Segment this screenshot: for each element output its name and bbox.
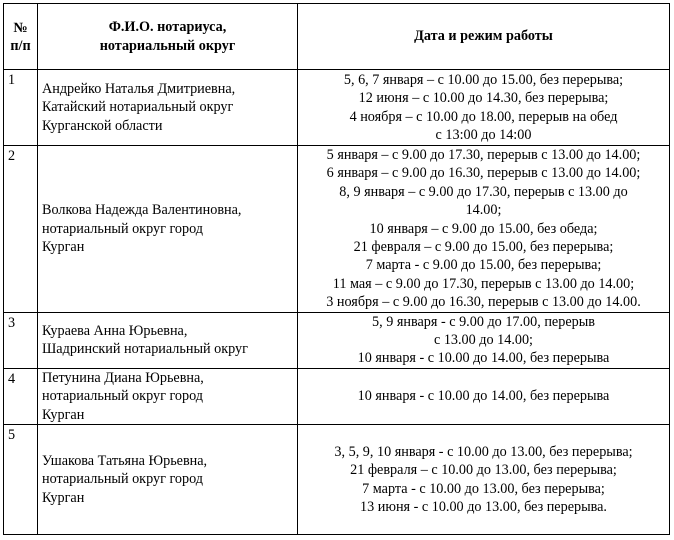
header-number: № п/п (4, 4, 38, 70)
notary-name-cell: Волкова Надежда Валентиновна, нотариальный округ город Курган (38, 146, 298, 313)
table-row (4, 368, 670, 424)
notary-name-cell: Кураева Анна Юрьевна, Шадринский нотариальный округ (38, 312, 298, 368)
schedule-cell: 5, 9 января - с 9.00 до 17.00, перерыв с 13.00 до 14.00; 10 января - с 10.00 до 14.00, без перерыва (298, 312, 670, 368)
table-header-row (4, 4, 670, 70)
schedule-cell: 3, 5, 9, 10 января - с 10.00 до 13.00, без перерыва; 21 февраля – с 10.00 до 13.00, без перерыва; 7 марта - с 10.00 до 13.00, без перерыва; 13 июня - с 10.00 до 13.00, без перерыва. (298, 425, 670, 535)
table-row (4, 312, 670, 368)
notary-name-cell: Ушакова Татьяна Юрьевна, нотариальный округ город Курган (38, 425, 298, 535)
schedule-cell: 5, 6, 7 января – с 10.00 до 15.00, без перерыва; 12 июня – с 10.00 до 14.30, без перерыва; 4 ноября – с 10.00 до 18.00, перерыв на обед с 13:00 до 14:00 (298, 70, 670, 146)
table-row (4, 425, 670, 535)
row-number: 5 (4, 425, 38, 535)
schedule-cell: 5 января – с 9.00 до 17.30, перерыв с 13.00 до 14.00; 6 января – с 9.00 до 16.30, перерыв с 13.00 до 14.00; 8, 9 января – с 9.00 до 17.30, перерыв с 13.00 до 14.00; 10 января – с 9.00 до 15.00, без обеда; 21 февраля – с 9.00 до 15.00, без перерыва; 7 марта - с 9.00 до 15.00, без перерыва; 11 мая – с 9.00 до 17.30, перерыв с 13.00 до 14.00; 3 ноября – с 9.00 до 16.30, перерыв с 13.00 до 14.00. (298, 146, 670, 313)
table-row (4, 70, 670, 146)
row-number: 4 (4, 368, 38, 424)
row-number: 2 (4, 146, 38, 313)
notary-schedule-table (3, 3, 670, 535)
header-schedule: Дата и режим работы (298, 4, 670, 70)
notary-name-cell: Петунина Диана Юрьевна, нотариальный округ город Курган (38, 368, 298, 424)
table-row (4, 146, 670, 313)
row-number: 1 (4, 70, 38, 146)
row-number: 3 (4, 312, 38, 368)
notary-name-cell: Андрейко Наталья Дмитриевна, Катайский нотариальный округ Курганской области (38, 70, 298, 146)
header-notary-name: Ф.И.О. нотариуса, нотариальный округ (38, 4, 298, 70)
schedule-cell: 10 января - с 10.00 до 14.00, без перерыва (298, 368, 670, 424)
